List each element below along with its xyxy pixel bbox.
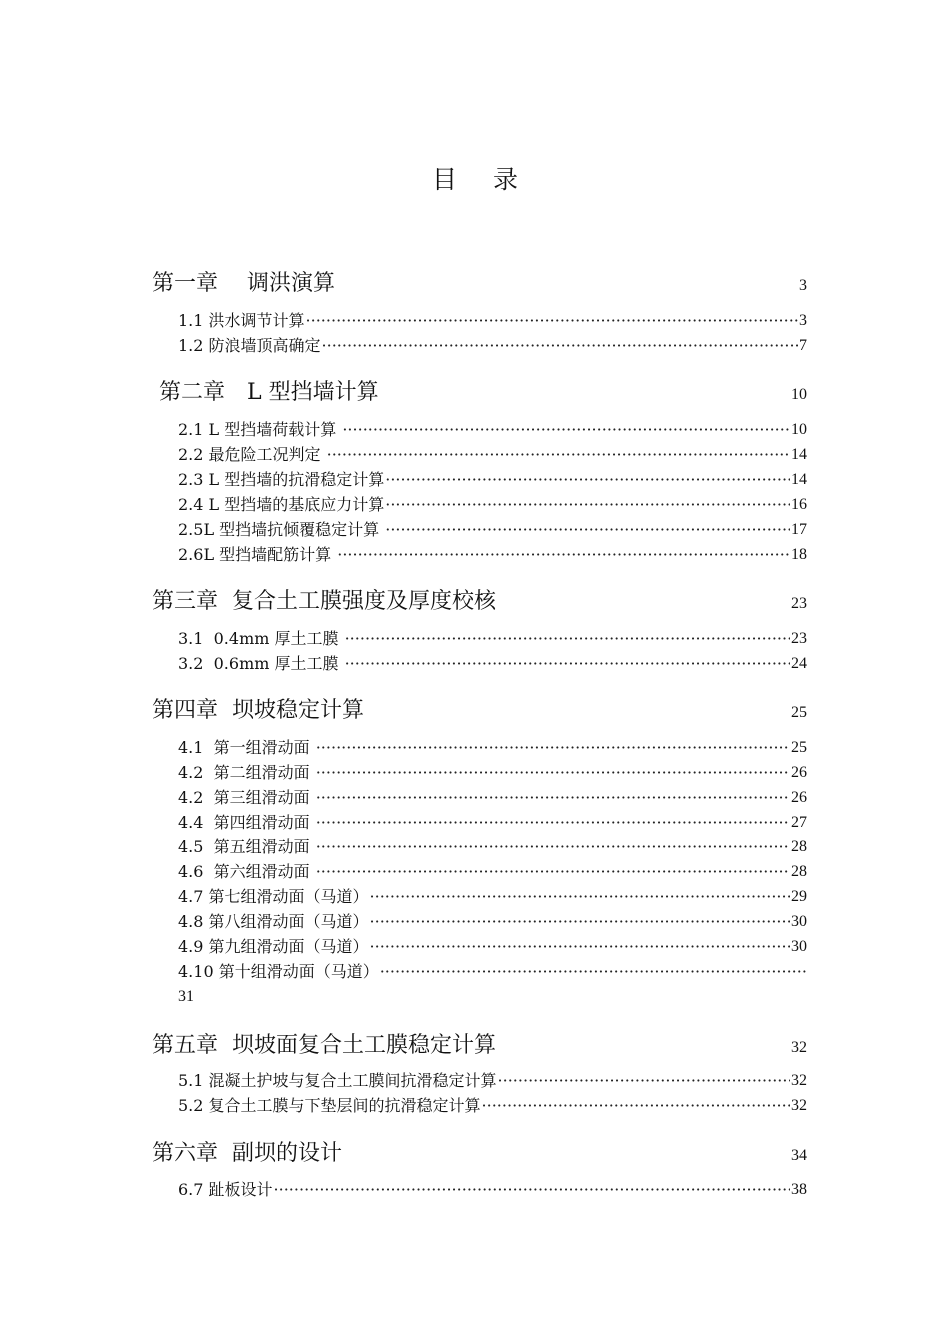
entry-label: 2.3 L 型挡墙的抗滑稳定计算: [178, 470, 385, 489]
toc-entry-4-7[interactable]: [178, 886, 807, 908]
toc-entry-4-1[interactable]: [178, 737, 807, 759]
entry-label: 4.8 第八组滑动面（马道）: [178, 912, 369, 931]
dot-leader: [327, 444, 790, 466]
entry-label: 2.6L 型挡墙配筋计算: [178, 545, 337, 564]
dot-leader: [370, 911, 790, 933]
entry-page-number: 18: [791, 546, 807, 563]
entry-page-number: 27: [791, 814, 807, 831]
entry-label: 1.2 防浪墙顶高确定: [178, 336, 321, 355]
entry-page-number: 29: [791, 888, 807, 905]
chapter-page-number: 3: [799, 277, 807, 294]
entry-label: 4.5 第五组滑动面: [178, 837, 315, 856]
entry-label: 4.6 第六组滑动面: [178, 862, 315, 881]
entry-label: 1.1 洪水调节计算: [178, 311, 305, 330]
entry-label: 2.4 L 型挡墙的基底应力计算: [178, 495, 385, 514]
toc-entry-2-2[interactable]: [178, 444, 807, 466]
dot-leader: [345, 653, 790, 675]
toc-chapter-1[interactable]: [152, 268, 807, 298]
entry-page-number: 25: [791, 739, 807, 756]
toc-entry-2-5[interactable]: [178, 519, 807, 541]
entry-label: 3.1 0.4mm 厚土工膜: [178, 629, 344, 648]
toc-entry-2-1[interactable]: [178, 419, 807, 441]
toc-chapter-2[interactable]: [152, 377, 807, 407]
toc-title: 目 录: [432, 165, 532, 194]
dot-leader: [316, 836, 790, 858]
entry-label: 6.7 趾板设计: [178, 1180, 273, 1199]
chapter-title: 第一章 调洪演算: [152, 271, 335, 296]
dot-leader: [482, 1095, 790, 1117]
toc-entry-1-2[interactable]: [178, 335, 807, 357]
dot-leader: [316, 787, 790, 809]
toc-entry-4-6[interactable]: [178, 861, 807, 883]
entry-page-number: 23: [791, 630, 807, 647]
toc-entry-4-9[interactable]: [178, 936, 807, 958]
dot-leader: [274, 1179, 790, 1201]
entry-label: 3.2 0.6mm 厚土工膜: [178, 654, 344, 673]
chapter-title: 第二章 L 型挡墙计算: [152, 380, 379, 405]
chapter-page-number: 34: [791, 1147, 807, 1164]
toc-entry-3-2[interactable]: [178, 653, 807, 675]
entry-page-number: 16: [791, 496, 807, 513]
dot-leader: [385, 469, 790, 491]
chapter-title: 第六章 副坝的设计: [152, 1141, 342, 1166]
entry-page-number-wrapped: 31: [178, 988, 194, 1005]
entry-label: 4.7 第七组滑动面（马道）: [178, 887, 369, 906]
toc-entry-4-10[interactable]: [178, 961, 807, 983]
dot-leader: [380, 961, 806, 983]
toc-entry-4-4[interactable]: [178, 812, 807, 834]
toc-entry-5-1[interactable]: [178, 1070, 807, 1092]
entry-page-number: 26: [791, 789, 807, 806]
chapter-page-number: 32: [791, 1039, 807, 1056]
entry-label: 5.2 复合土工膜与下垫层间的抗滑稳定计算: [178, 1096, 481, 1115]
entry-page-number: 14: [791, 471, 807, 488]
dot-leader: [316, 762, 790, 784]
toc-entry-1-1[interactable]: [178, 310, 807, 332]
toc-chapter-5[interactable]: [152, 1030, 807, 1060]
toc-entry-2-3[interactable]: [178, 469, 807, 491]
toc-entry-6-7[interactable]: [178, 1179, 807, 1201]
entry-page-number: 17: [791, 521, 807, 538]
toc-entry-2-4[interactable]: [178, 494, 807, 516]
entry-page-number: 3: [799, 312, 807, 329]
dot-leader: [370, 936, 790, 958]
toc-entry-4-8[interactable]: [178, 911, 807, 933]
dot-leader: [337, 544, 790, 566]
entry-page-number: 10: [791, 421, 807, 438]
dot-leader: [385, 494, 790, 516]
entry-page-number: 26: [791, 764, 807, 781]
entry-label: 4.2 第二组滑动面: [178, 763, 315, 782]
chapter-title: 第四章 坝坡稳定计算: [152, 698, 364, 723]
entry-label: 2.1 L 型挡墙荷载计算: [178, 420, 342, 439]
toc-chapter-6[interactable]: [152, 1138, 807, 1168]
entry-label: 4.10 第十组滑动面（马道）: [178, 962, 379, 981]
entry-page-number: 24: [791, 655, 807, 672]
dot-leader: [498, 1070, 790, 1092]
toc-entry-5-2[interactable]: [178, 1095, 807, 1117]
dot-leader: [316, 737, 790, 759]
entry-label: 4.9 第九组滑动面（马道）: [178, 937, 369, 956]
entry-label: 4.2 第三组滑动面: [178, 788, 315, 807]
dot-leader: [345, 628, 790, 650]
entry-page-number: 7: [799, 337, 807, 354]
dot-leader: [385, 519, 790, 541]
dot-leader: [316, 812, 790, 834]
dot-leader: [370, 886, 790, 908]
dot-leader: [322, 335, 798, 357]
entry-page-number: 28: [791, 863, 807, 880]
chapter-page-number: 10: [791, 386, 807, 403]
toc-chapter-4[interactable]: [152, 695, 807, 725]
entry-label: 4.1 第一组滑动面: [178, 738, 315, 757]
entry-label: 2.2 最危险工况判定: [178, 445, 326, 464]
entry-page-number: 38: [791, 1181, 807, 1198]
dot-leader: [342, 419, 790, 441]
dot-leader: [306, 310, 798, 332]
toc-chapter-3[interactable]: [152, 586, 807, 616]
toc-entry-4-3[interactable]: [178, 787, 807, 809]
toc-entry-3-1[interactable]: [178, 628, 807, 650]
chapter-page-number: 25: [791, 704, 807, 721]
dot-leader: [316, 861, 790, 883]
toc-entry-2-6[interactable]: [178, 544, 807, 566]
entry-label: 2.5L 型挡墙抗倾覆稳定计算: [178, 520, 385, 539]
entry-page-number: 30: [791, 938, 807, 955]
toc-entry-4-2[interactable]: [178, 762, 807, 784]
entry-label: 4.4 第四组滑动面: [178, 813, 315, 832]
entry-page-number: 14: [791, 446, 807, 463]
entry-page-number: 32: [791, 1072, 807, 1089]
entry-page-number: 32: [791, 1097, 807, 1114]
entry-page-number: 30: [791, 913, 807, 930]
chapter-title: 第五章 坝坡面复合土工膜稳定计算: [152, 1033, 496, 1058]
chapter-page-number: 23: [791, 595, 807, 612]
entry-page-number: 28: [791, 838, 807, 855]
toc-entry-4-5[interactable]: [178, 836, 807, 858]
chapter-title: 第三章 复合土工膜强度及厚度校核: [152, 589, 496, 614]
entry-label: 5.1 混凝土护坡与复合土工膜间抗滑稳定计算: [178, 1071, 497, 1090]
